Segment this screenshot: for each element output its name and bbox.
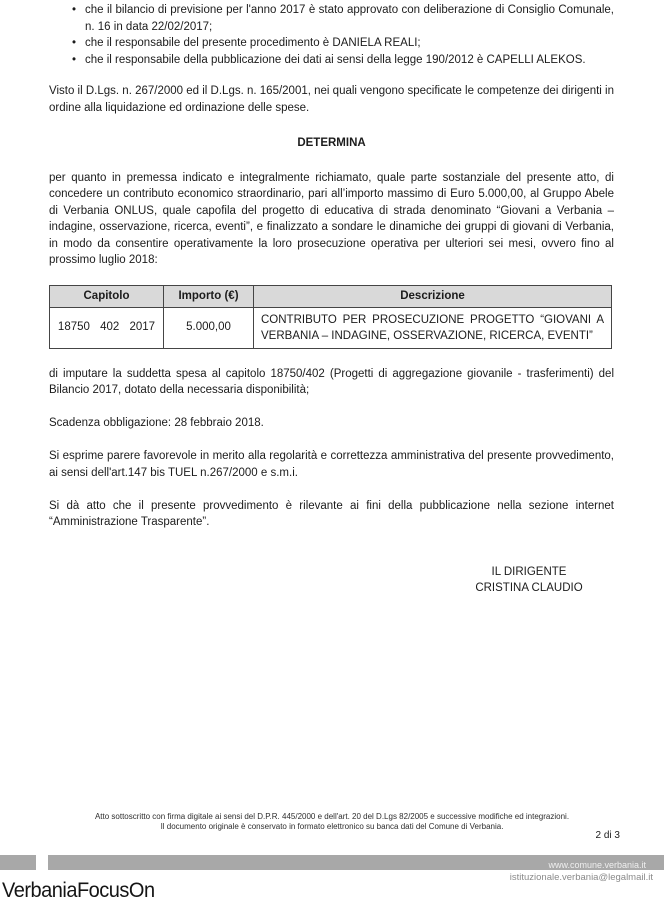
signature-name: CRISTINA CLAUDIO bbox=[475, 582, 583, 594]
paragraph-imputare: di imputare la suddetta spesa al capitolo 18750/402 (Progetti di aggregazione giovanile - trasferimenti) del Bilancio 2017, dotato della necessaria disponibilità; bbox=[49, 367, 614, 396]
paragraph-visto: Visto il D.Lgs. n. 267/2000 ed il D.Lgs. n. 165/2001, nei quali vengono specificate le competenze dei dirigenti in ordine alla liquidazione ed ordinazione delle spese. bbox=[49, 85, 614, 114]
page-number: 2 di 3 bbox=[595, 830, 620, 841]
email-text: istituzionale.verbania@legalmail.it bbox=[509, 872, 653, 883]
cell-descrizione: CONTRIBUTO PER PROSECUZIONE PROGETTO “GIOVANI A VERBANIA – INDAGINE, OSSERVAZIONE, RICERCA, EVENTI” bbox=[254, 307, 612, 348]
bullet-list bbox=[49, 2, 614, 68]
paragraph-scadenza: Scadenza obbligazione: 28 febbraio 2018. bbox=[49, 417, 264, 429]
verbania-focus-on-logo: VerbaniaFocusOn bbox=[2, 879, 155, 900]
paragraph-pubblicazione: Si dà atto che il presente provvedimento è rilevante ai fini della pubblicazione nella sezione internet “Amministrazione Trasparente”. bbox=[49, 499, 614, 528]
paragraph-parere: Si esprime parere favorevole in merito alla regolarità e correttezza amministrativa del presente provvedimento, ai sensi dell'art.147 bis TUEL n.267/2000 e s.m.i. bbox=[49, 450, 614, 479]
document-body bbox=[49, 2, 614, 597]
list-item: • che il responsabile del presente procedimento è DANIELA REALI; bbox=[49, 35, 614, 52]
cell-capitolo: 18750 402 2017 bbox=[50, 307, 164, 348]
column-header-descrizione: Descrizione bbox=[254, 286, 612, 308]
list-item: • che il responsabile della pubblicazione dei dati ai sensi della legge 190/2012 è CAPELLI ALEKOS. bbox=[49, 52, 614, 69]
determina-heading: DETERMINA bbox=[297, 137, 366, 149]
legal-line-2: Il documento originale è conservato in formato elettronico su banca dati del Comune di Verbania. bbox=[160, 821, 504, 831]
footer-bar-left-block bbox=[0, 855, 36, 870]
website-text: www.comune.verbania.it bbox=[548, 860, 646, 870]
column-header-capitolo: Capitolo bbox=[50, 286, 164, 308]
capitolo-table bbox=[49, 285, 612, 349]
legal-line-1: Atto sottoscritto con firma digitale ai sensi del D.P.R. 445/2000 e dell'art. 20 del D.Lgs 82/2005 e successive modifiche ed integrazioni. bbox=[94, 812, 570, 821]
list-item: • che il bilancio di previsione per l'anno 2017 è stato approvato con deliberazione di Consiglio Comunale, n. 16 in data 22/02/2017; bbox=[49, 2, 614, 35]
column-header-importo: Importo (€) bbox=[164, 286, 254, 308]
signature-role: IL DIRIGENTE bbox=[491, 565, 567, 578]
legal-notice bbox=[0, 812, 664, 831]
table-header-row bbox=[50, 286, 612, 308]
paragraph-premessa: per quanto in premessa indicato e integralmente richiamato, quale parte sostanziale del presente atto, di concedere un contributo economico straordinario, pari all’importo massimo di Euro 5.000,00, al Gruppo Abele di Verbania ONLUS, quale capofila del progetto di educativa di strada denominato “Giovani a Verbania – indagine, osservazione, ricerca, eventi”, e finalizzato a sondare le dinamiche dei gruppi di giovani di Verbania, in modo da consentire operativamente la loro prosecuzione operativa per ulteriori sei mesi, ovvero fino al prossimo luglio 2018: bbox=[49, 171, 614, 266]
signature-block bbox=[404, 564, 654, 597]
cell-importo: 5.000,00 bbox=[164, 307, 254, 348]
footer-bar bbox=[48, 855, 664, 870]
table-row bbox=[50, 307, 612, 348]
